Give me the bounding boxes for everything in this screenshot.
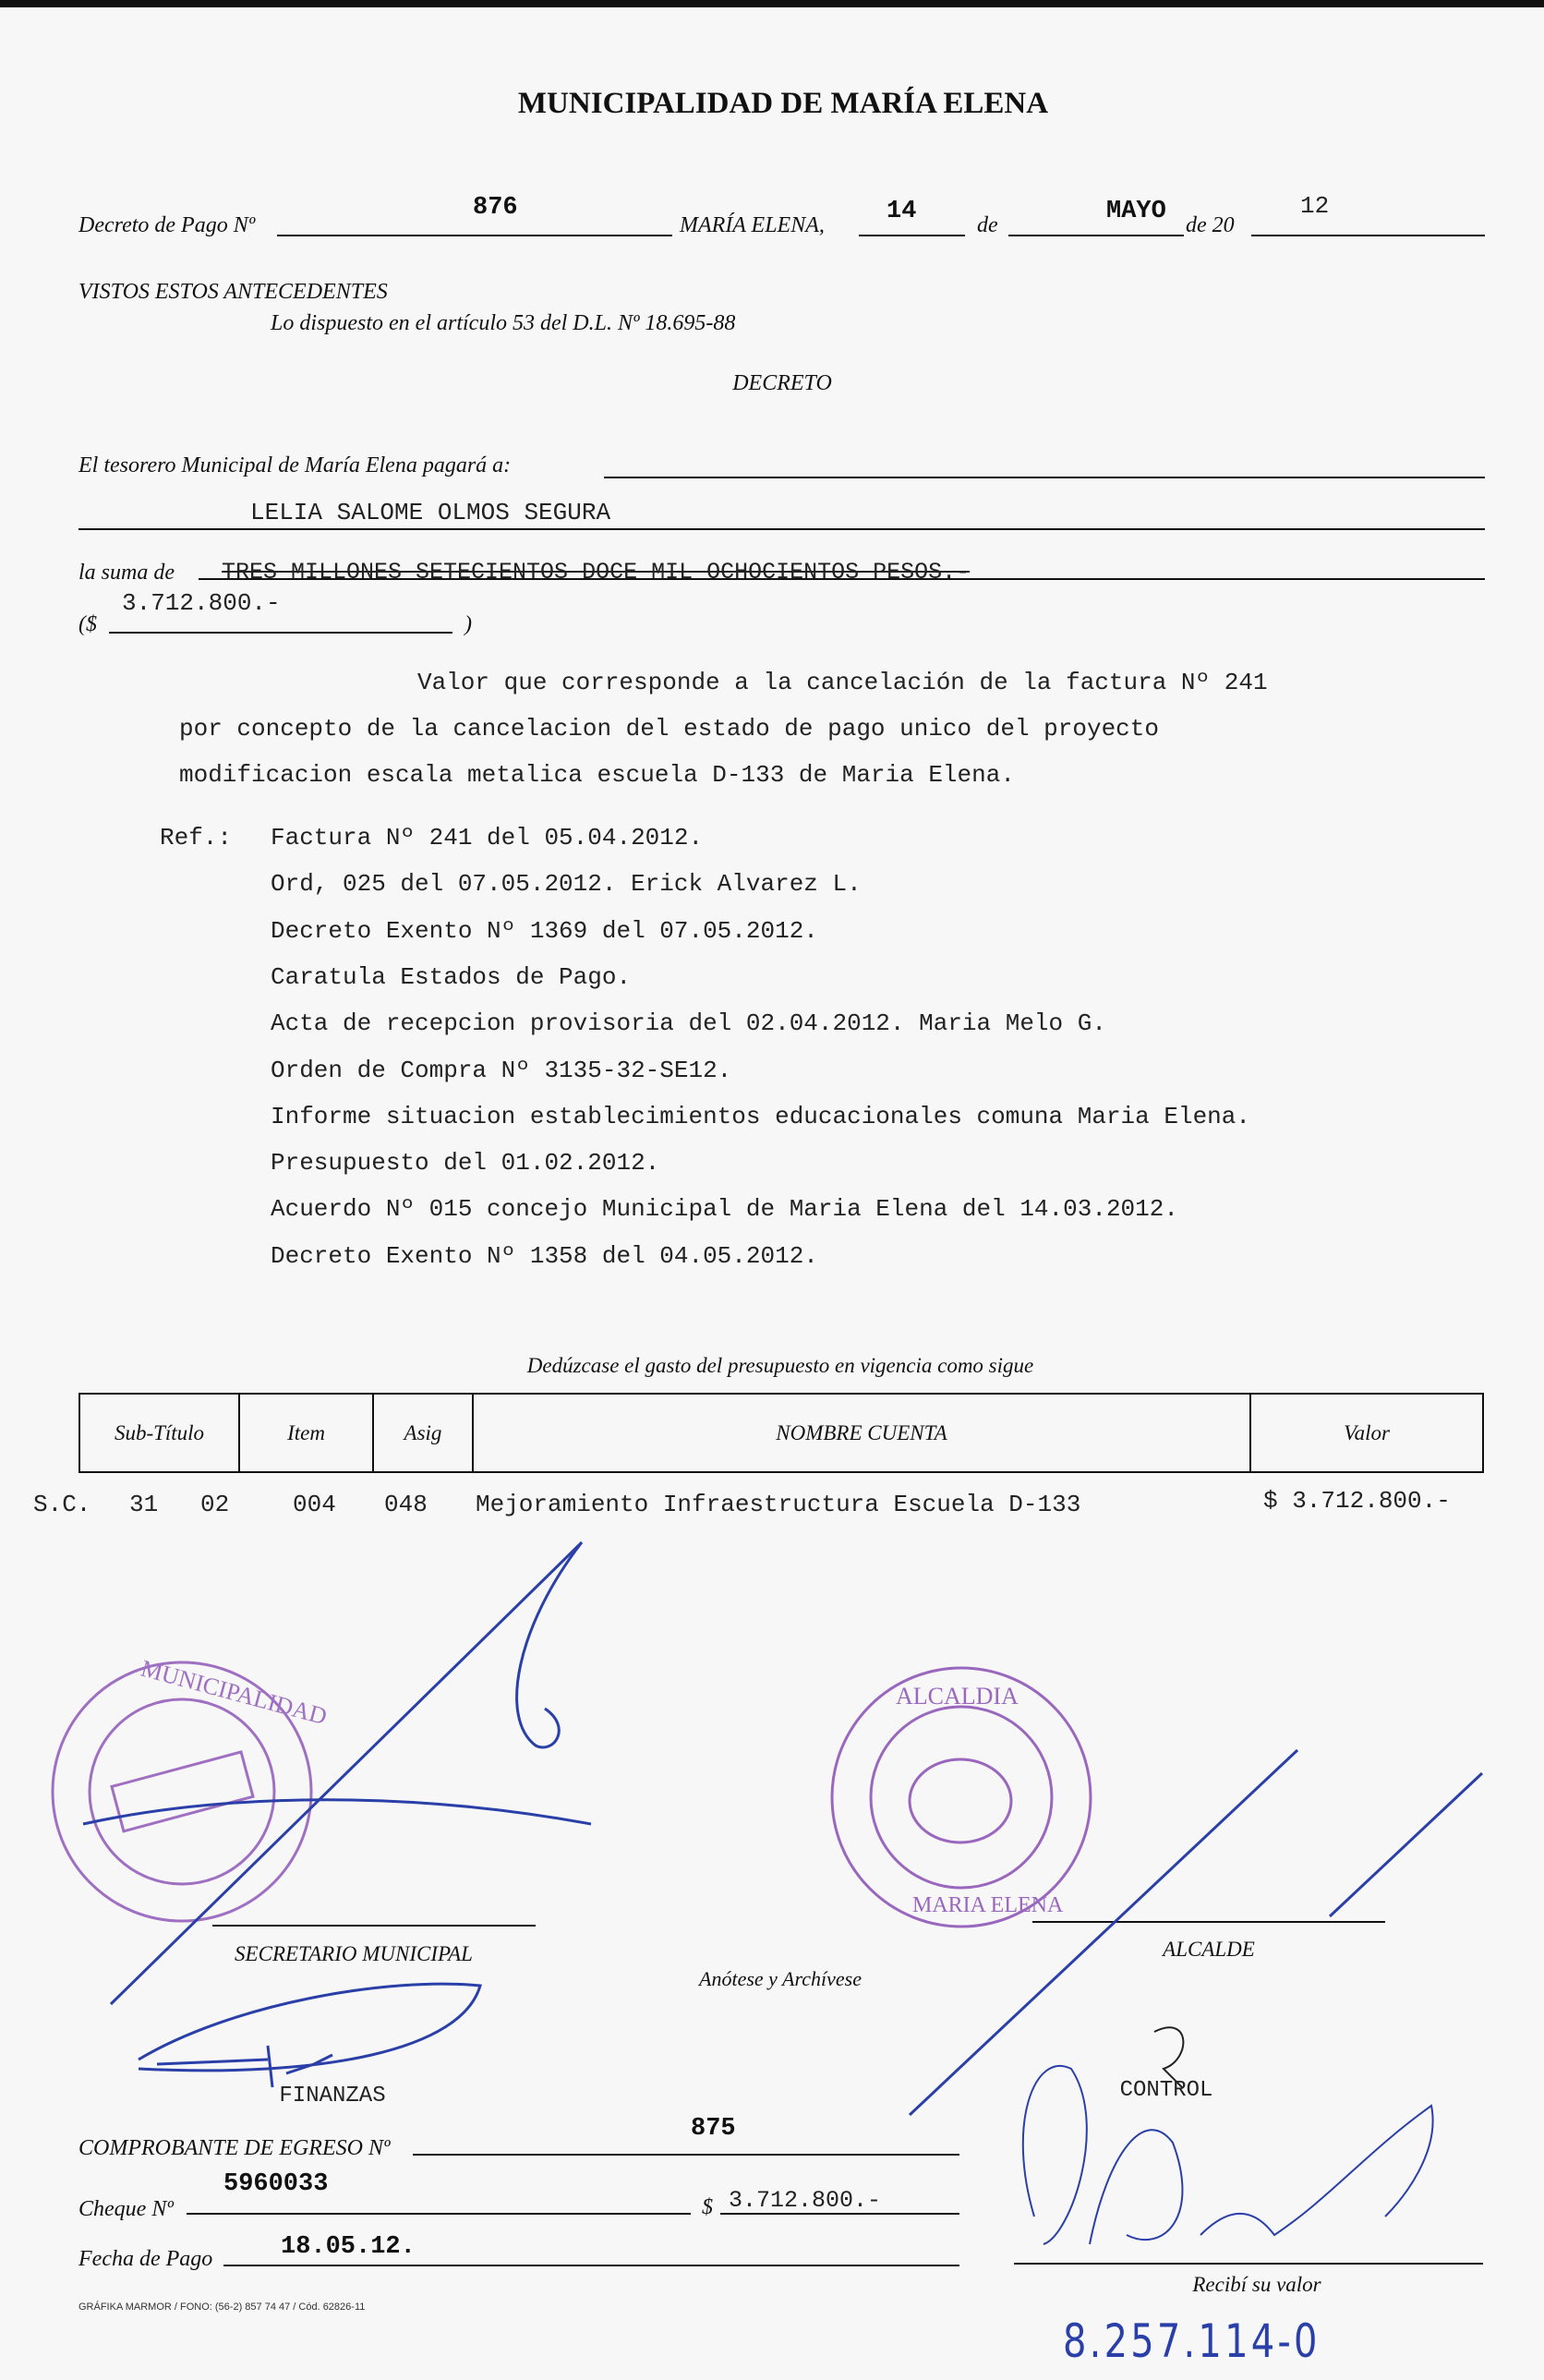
svg-text:MUNICIPALIDAD: MUNICIPALIDAD <box>138 1654 331 1731</box>
svg-text:ALCALDIA: ALCALDIA <box>896 1683 1019 1709</box>
reference-item: Ord, 025 del 07.05.2012. Erick Alvarez L. <box>271 870 862 899</box>
row-subtitle: 31 <box>129 1491 159 1518</box>
reference-item: Acta de recepcion provisoria del 02.04.2012. Maria Melo G. <box>271 1009 1106 1038</box>
row-value: $ 3.712.800.- <box>1263 1487 1451 1515</box>
body-line: modificacion escala metalica escuela D-133 de Maria Elena. <box>179 761 1015 789</box>
reference-item: Acuerdo Nº 015 concejo Municipal de Maria Elena del 14.03.2012. <box>271 1195 1178 1224</box>
col-asig: Asig <box>374 1395 474 1471</box>
body-line: Valor que corresponde a la cancelación de la factura Nº 241 <box>417 669 1268 696</box>
col-valor: Valor <box>1344 1420 1390 1444</box>
stamp-alcaldia <box>832 1668 1091 1927</box>
decreto-heading: DECRETO <box>732 371 832 395</box>
stamp-secretaria <box>53 1655 330 1921</box>
reference-item: Decreto Exento Nº 1369 del 07.05.2012. <box>271 916 818 945</box>
signature-strokes <box>83 1542 1482 2244</box>
sum-open: ($ <box>78 612 97 636</box>
cheque-amount: 3.712.800.- <box>729 2187 882 2214</box>
decree-day: 14 <box>887 198 917 225</box>
cheque-label: Cheque Nº <box>78 2197 174 2221</box>
receipt-label: Recibí su valor <box>1192 2273 1321 2296</box>
legal-basis: Lo dispuesto en el artículo 53 del D.L. Nº 18.695-88 <box>271 311 736 335</box>
svg-text:MARIA ELENA: MARIA ELENA <box>912 1893 1064 1917</box>
budget-caption: Dedúzcase el gasto del presupuesto en vigencia como sigue <box>526 1354 1034 1377</box>
payment-date: 18.05.12. <box>281 2233 416 2261</box>
secretario-label: SECRETARIO MUNICIPAL <box>235 1942 473 1965</box>
reference-item: Decreto Exento Nº 1358 del 04.05.2012. <box>271 1241 818 1270</box>
alcalde-label: ALCALDE <box>1163 1938 1255 1961</box>
fecha-label: Fecha de Pago <box>78 2247 213 2271</box>
egreso-number: 875 <box>691 2115 736 2143</box>
row-item: 004 <box>293 1491 336 1518</box>
handwritten-rut: 8.257.114-0 <box>1063 2314 1321 2368</box>
row-subtitle-2: 02 <box>200 1491 230 1518</box>
page-title: MUNICIPALIDAD DE MARÍA ELENA <box>517 87 1049 120</box>
refs-label: Ref.: <box>160 824 233 852</box>
reference-item: Orden de Compra Nº 3135-32-SE12. <box>271 1056 732 1084</box>
decree-number-label: Decreto de Pago Nº <box>78 213 256 237</box>
year-label: de 20 <box>1186 213 1235 237</box>
col-subtitulo: Sub-Título <box>80 1395 240 1471</box>
city-label: MARÍA ELENA, <box>680 213 825 237</box>
printer-footer: GRÁFIKA MARMOR / FONO: (56-2) 857 74 47 / Cód. 62826-11 <box>78 2301 366 2313</box>
decree-month: MAYO <box>1106 198 1166 225</box>
finanzas-label: FINANZAS <box>279 2084 386 2108</box>
de-label: de <box>977 213 998 237</box>
reference-item: Caratula Estados de Pago. <box>271 962 632 991</box>
cheque-number: 5960033 <box>223 2170 329 2198</box>
reference-item: Informe situacion establecimientos educacionales comuna Maria Elena. <box>271 1102 1250 1130</box>
row-sc: S.C. <box>33 1491 91 1518</box>
egreso-label: COMPROBANTE DE EGRESO Nº <box>78 2136 391 2160</box>
sum-label: la suma de <box>78 561 175 585</box>
col-item: Item <box>240 1395 374 1471</box>
reference-item: Factura Nº 241 del 05.04.2012. <box>271 824 704 852</box>
sum-close: ) <box>464 612 472 636</box>
vistos-heading: VISTOS ESTOS ANTECEDENTES <box>78 280 388 304</box>
payee-label: El tesorero Municipal de María Elena pagará a: <box>78 453 512 477</box>
decree-year: 12 <box>1300 192 1330 220</box>
sum-figure: 3.712.800.- <box>122 589 281 617</box>
reference-item: Presupuesto del 01.02.2012. <box>271 1149 660 1178</box>
control-label: CONTROL <box>1119 2078 1213 2103</box>
amount-label: $ <box>702 2195 713 2219</box>
payee-name: LELIA SALOME OLMOS SEGURA <box>250 499 611 526</box>
decree-number: 876 <box>473 194 518 222</box>
row-asig: 048 <box>384 1491 428 1518</box>
body-line: por concepto de la cancelacion del estado de pago unico del proyecto <box>179 715 1159 743</box>
sum-words: TRES MILLONES SETECIENTOS DOCE MIL OCHOCIENTOS PESOS.- <box>222 559 971 586</box>
anotese-label: Anótese y Archívese <box>699 1967 862 1990</box>
col-nombre-cuenta: NOMBRE CUENTA <box>474 1395 1251 1471</box>
row-account-name: Mejoramiento Infraestructura Escuela D-133 <box>476 1491 1081 1518</box>
